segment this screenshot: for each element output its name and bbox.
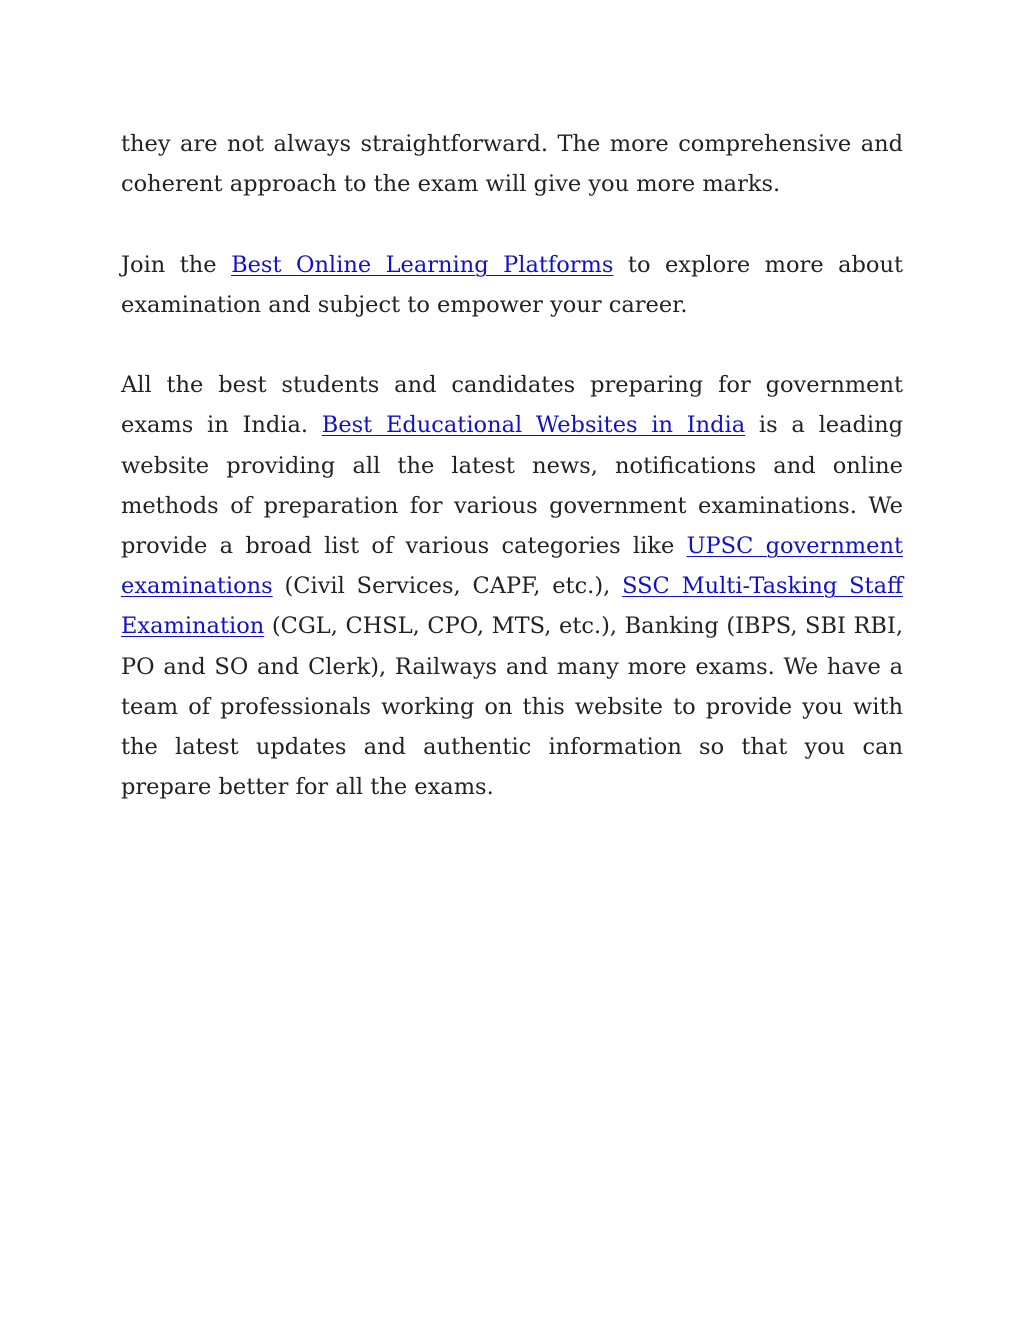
paragraph-text: (Civil Services, CAPF, etc.), <box>272 573 623 600</box>
upsc-government-examinations-link[interactable]: UPSC government examinations <box>121 533 903 600</box>
best-online-learning-platforms-link[interactable]: Best Online Learning Platforms <box>231 251 614 278</box>
paragraph-text: (CGL, CHSL, CPO, MTS, etc.), Banking (IBPS, SBI RBI, PO and SO and Clerk), Railways and many more exams. We have a team of professionals working on this website to provide you with the latest updates and authentic information so that you can prepare better for all the exams. <box>121 613 903 801</box>
paragraph-text: All the best students and candidates preparing for government exams in India. <box>121 372 903 439</box>
paragraph-text: they are not always straightforward. The more comprehensive and coherent approach to the exam will give you more marks. <box>121 131 903 198</box>
paragraph-government-exams <box>121 365 903 807</box>
paragraph-text: Join the <box>121 251 232 278</box>
ssc-multi-tasking-staff-examination-link[interactable]: SSC Multi-Tasking Staff Examination <box>121 573 903 640</box>
document-page <box>121 124 903 848</box>
paragraph-join-platforms <box>121 245 903 325</box>
paragraph-text: to explore more about examination and subject to empower your career. <box>121 251 904 318</box>
paragraph-text: is a leading website providing all the latest news, notifications and online methods of preparation for various government examinations. We provide a broad list of various categories like <box>121 412 903 559</box>
best-educational-websites-link[interactable]: Best Educational Websites in India <box>321 412 746 439</box>
paragraph-exam-approach <box>121 124 903 204</box>
